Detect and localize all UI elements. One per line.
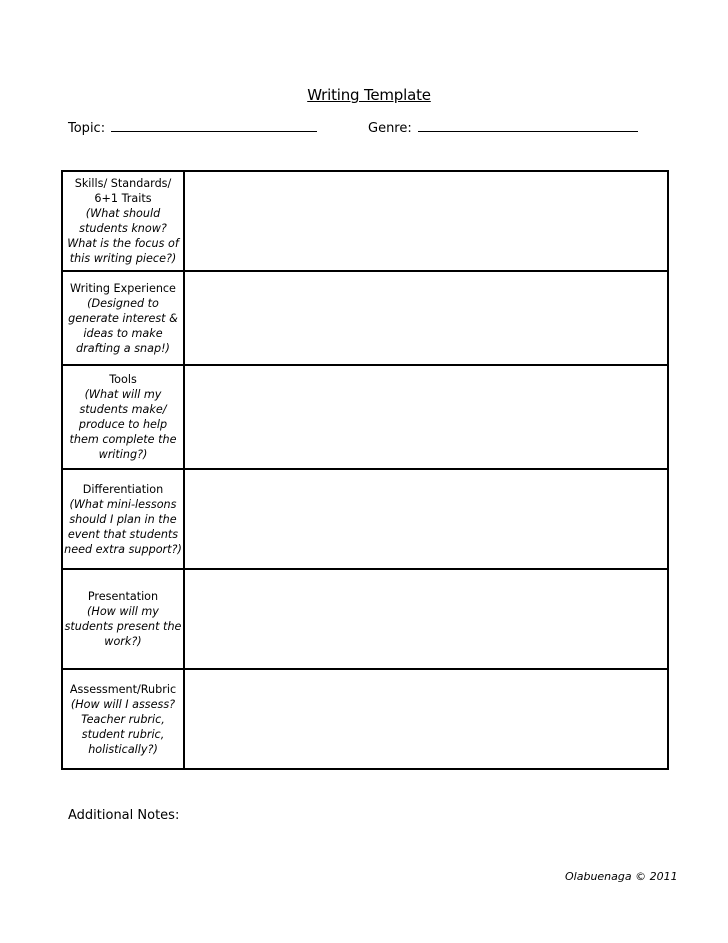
row-label-main: Presentation xyxy=(87,590,159,603)
additional-notes-label: Additional Notes: xyxy=(68,808,180,823)
genre-blank-line[interactable] xyxy=(418,121,638,132)
row-label-sub: (What will my students make/ produce to help them complete the writing?) xyxy=(69,388,177,461)
page-title: Writing Template xyxy=(307,86,431,104)
row-label-assessment xyxy=(62,669,184,769)
row-label-skills xyxy=(62,171,184,271)
entry-cell-skills[interactable] xyxy=(184,171,668,271)
row-label-sub: (How will my students present the work?) xyxy=(64,605,182,648)
row-label-main: Differentiation xyxy=(82,482,164,496)
row-label-presentation xyxy=(62,569,184,669)
row-label-main: Assessment/Rubric xyxy=(69,682,177,696)
entry-cell-writing-experience[interactable] xyxy=(184,271,668,365)
row-label-sub: (What should students know? What is the focus of this writing piece?) xyxy=(67,207,179,265)
row-label-sub: (How will I assess? Teacher rubric, student rubric, holistically?) xyxy=(70,697,176,756)
row-label-sub: (Designed to generate interest & ideas to make drafting a snap!) xyxy=(68,296,178,355)
topic-label: Topic: xyxy=(68,121,106,136)
entry-cell-assessment[interactable] xyxy=(184,669,668,769)
table-row xyxy=(62,171,668,271)
table-row xyxy=(62,569,668,669)
row-label-main: Writing Experience xyxy=(70,281,176,295)
table-row xyxy=(62,469,668,569)
genre-field xyxy=(368,121,638,136)
topic-field xyxy=(68,121,317,136)
genre-label: Genre: xyxy=(368,121,412,136)
entry-cell-differentiation[interactable] xyxy=(184,469,668,569)
topic-blank-line[interactable] xyxy=(111,121,317,132)
row-label-sub: (What mini-lessons should I plan in the event that students need extra support?) xyxy=(64,497,182,556)
planning-table xyxy=(61,170,669,770)
table-row xyxy=(62,271,668,365)
row-label-tools xyxy=(62,365,184,469)
row-label-main: Skills/ Standards/ 6+1 Traits xyxy=(74,177,172,205)
table-row xyxy=(62,365,668,469)
row-label-writing-experience xyxy=(62,271,184,365)
entry-cell-tools[interactable] xyxy=(184,365,668,469)
copyright-footer: Olabuenaga © 2011 xyxy=(565,870,678,883)
entry-cell-presentation[interactable] xyxy=(184,569,668,669)
row-label-differentiation xyxy=(62,469,184,569)
row-label-main: Tools xyxy=(109,373,137,386)
table-row xyxy=(62,669,668,769)
